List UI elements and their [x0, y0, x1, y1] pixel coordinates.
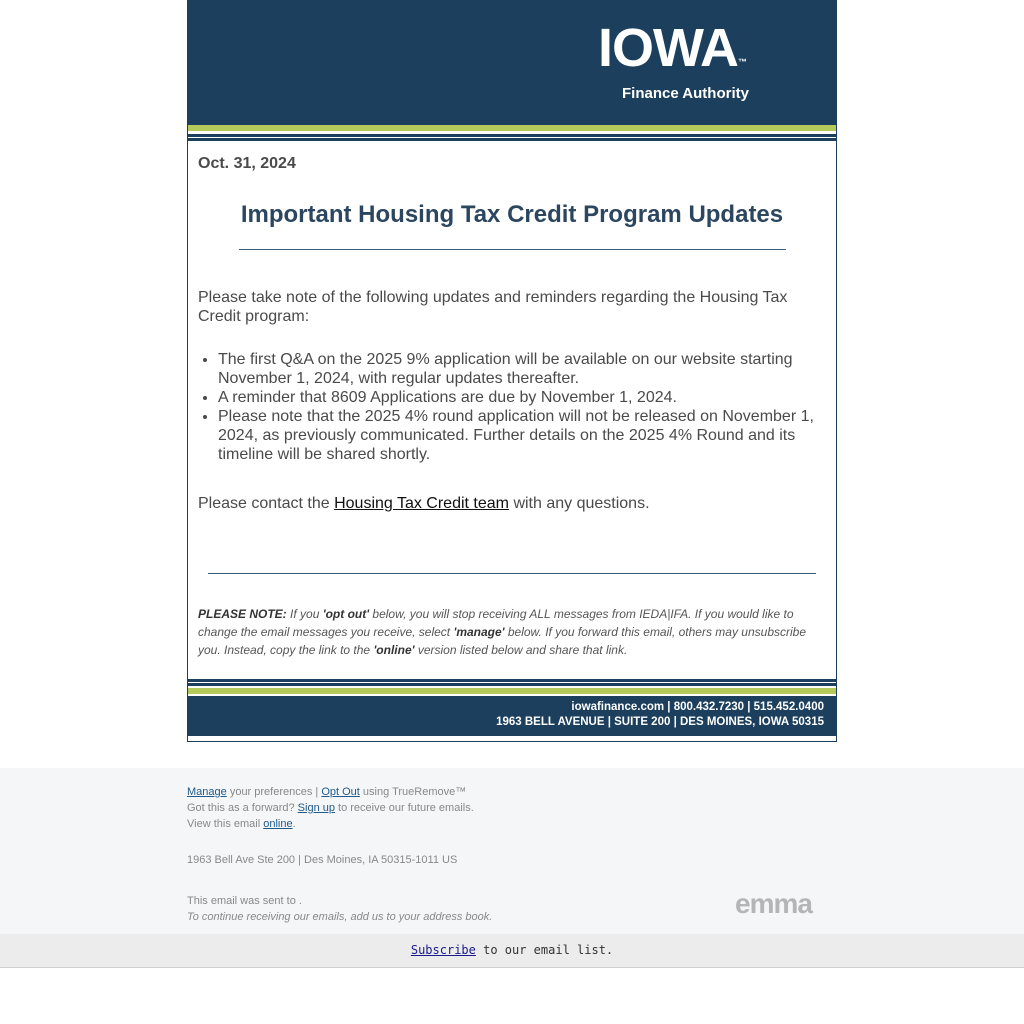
email-header: [188, 1, 836, 125]
subscribe-bar: Subscribe to our email list.: [0, 934, 1024, 968]
emma-footer: [0, 768, 1024, 934]
footer-address-line: 1963 BELL AVENUE | SUITE 200 | DES MOINES, IOWA 50315: [496, 716, 824, 728]
email-title: Important Housing Tax Credit Program Updates: [240, 201, 784, 228]
email-container: [187, 0, 837, 742]
view-online-line: View this email online.: [187, 818, 296, 830]
title-divider: [239, 249, 786, 250]
online-link[interactable]: online: [263, 818, 293, 830]
logo-trademark: ™: [738, 57, 746, 67]
green-stripe: [188, 125, 836, 131]
navy-stripe: [188, 138, 836, 141]
green-stripe: [188, 688, 836, 694]
note-divider: [208, 573, 816, 574]
intro-paragraph: Please take note of the following updates and reminders regarding the Housing Tax Credit program:: [198, 289, 788, 325]
subscribe-link[interactable]: Subscribe: [410, 943, 476, 957]
navy-stripe: [188, 679, 836, 682]
sign-up-link[interactable]: Sign up: [297, 802, 335, 814]
footer-contact-line: iowafinance.com | 800.432.7230 | 515.452.0400: [571, 701, 824, 713]
contact-paragraph: Please contact the Housing Tax Credit team with any questions.: [198, 495, 650, 512]
sent-to-line: This email was sent to .: [187, 895, 302, 907]
navy-stripe: [188, 134, 836, 137]
email-body: [188, 141, 836, 659]
manage-link[interactable]: Manage: [187, 786, 227, 798]
address-book-note: To continue receiving our emails, add us to your address book.: [187, 911, 493, 923]
sender-address: 1963 Bell Ave Ste 200 | Des Moines, IA 50315-1011 US: [187, 854, 458, 866]
navy-stripe: [188, 683, 836, 686]
footer-contact-band: [188, 696, 836, 736]
preferences-line: Manage your preferences | Opt Out using TrueRemove™: [187, 786, 467, 798]
email-date: Oct. 31, 2024: [198, 155, 296, 172]
logo-wordmark: IOWA: [598, 18, 738, 78]
header-stripes: [188, 125, 836, 141]
opt-out-note: PLEASE NOTE: If you 'opt out' below, you will stop receiving ALL messages from IEDA|IFA. If you would like to change the email messages you receive, select 'manage' below. If you forward this email, others may unsubscribe you. Instead, copy the link to the 'online' version listed below and share that link.: [198, 607, 807, 657]
updates-list: [198, 350, 826, 464]
list-item: • Please note that the 2025 4% round application will not be released on November 1, 2024, as previously communicated. Further details on the 2025 4% Round and its timeline will be shared shortly.: [218, 407, 826, 464]
emma-logo[interactable]: emma: [735, 888, 812, 919]
iowa-finance-logo[interactable]: [598, 18, 798, 103]
list-item: • A reminder that 8609 Applications are due by November 1, 2024.: [218, 388, 826, 407]
opt-out-link[interactable]: Opt Out: [321, 786, 360, 798]
list-item: • The first Q&A on the 2025 9% application will be available on our website starting November 1, 2024, with regular updates thereafter.: [218, 350, 826, 388]
housing-tax-credit-team-link[interactable]: Housing Tax Credit team: [334, 495, 509, 512]
note-label: PLEASE NOTE:: [198, 607, 287, 621]
forward-line: Got this as a forward? Sign up to receive our future emails.: [187, 802, 474, 814]
logo-subtitle: Finance Authority: [622, 85, 749, 102]
